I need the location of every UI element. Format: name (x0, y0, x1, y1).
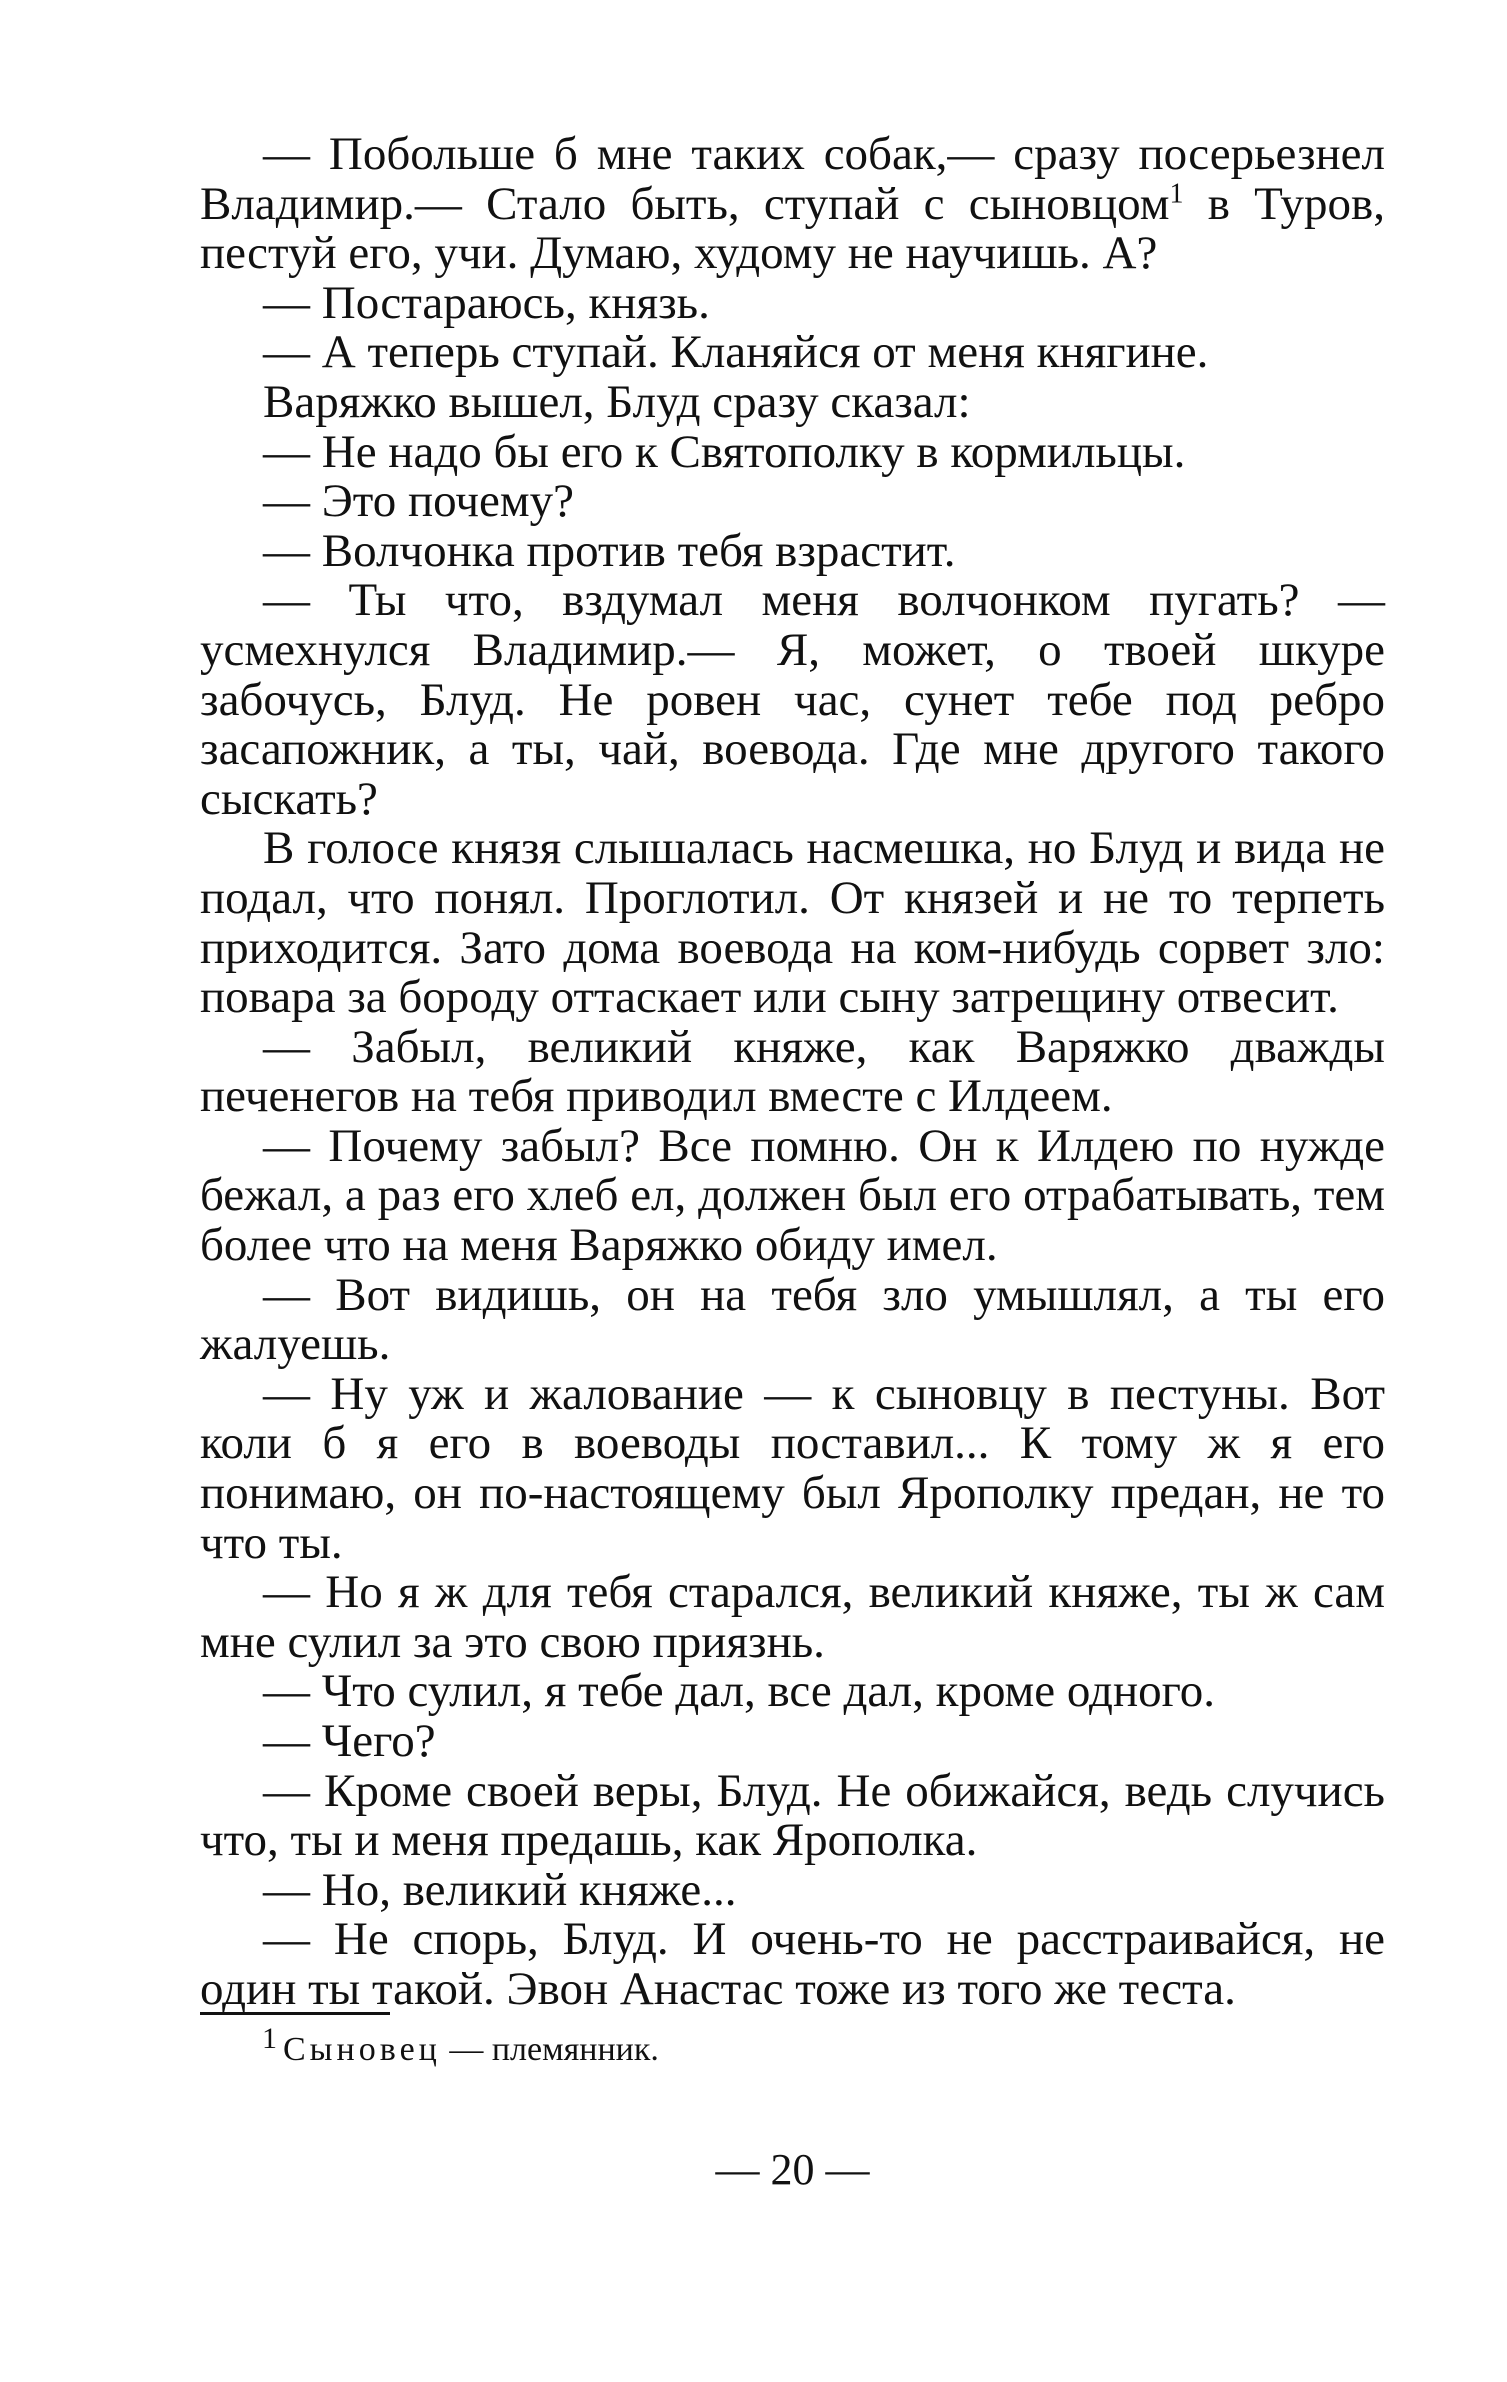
paragraph-7: — Волчонка против тебя взрастит. (263, 524, 956, 577)
paragraph-3: — А теперь ступай. Кланяйся от меня княгине. (263, 326, 1209, 379)
page-number: — 20 — (715, 2145, 870, 2194)
paragraph-14: — Но я ж для тебя старался, великий княже, ты ж сам мне сулил за это свою приязнь. (200, 1566, 1385, 1668)
footnote-mark: 1 (262, 2021, 277, 2055)
paragraph-13: — Ну уж и жалование — к сыновцу в пестуны. Вот коли б я его в воеводы поставил... К тому ж я его понимаю, он по-настоящему был Ярополку предан, не то что ты. (200, 1367, 1385, 1569)
paragraph-6: — Это почему? (263, 475, 574, 528)
footnote-divider (200, 2012, 390, 2015)
paragraph-4: Варяжко вышел, Блуд сразу сказал: (263, 375, 971, 428)
footnote (262, 2021, 659, 2070)
paragraph-1 (200, 130, 1385, 279)
paragraph-18: — Но, великий княже... (263, 1863, 737, 1916)
footnote-reference[interactable]: 1 (1169, 177, 1184, 209)
footnote-definition: — племянник. (440, 2031, 659, 2068)
paragraph-16: — Чего? (263, 1715, 436, 1767)
paragraph-12: — Вот видишь, он на тебя зло умышлял, а ты его жалуешь. (200, 1268, 1385, 1371)
footnote-term: Сыновец (283, 2031, 441, 2068)
paragraph-17: — Кроме своей веры, Блуд. Не обижайся, ведь случись что, ты и меня предашь, как Ярополка. (200, 1764, 1385, 1867)
paragraph-10: — Забыл, великий княже, как Варяжко дважды печенегов на тебя приводил вместе с Илдеем. (200, 1020, 1385, 1123)
paragraph-text-continued: в Туров, пестуй его, учи. Думаю, худому не научишь. А? (200, 177, 1385, 280)
body-text (200, 130, 1385, 2015)
book-page (200, 130, 1385, 2310)
paragraph-19: — Не спорь, Блуд. И очень-то не расстраивайся, не один ты такой. Эвон Анастас тоже из того же теста. (200, 1913, 1385, 2015)
paragraph-11: — Почему забыл? Все помню. Он к Илдею по нужде бежал, а раз его хлеб ел, должен был его отрабатывать, тем более что на меня Варяжко обиду имел. (200, 1119, 1385, 1272)
paragraph-15: — Что сулил, я тебе дал, все дал, кроме одного. (263, 1665, 1215, 1718)
paragraph-5: — Не надо бы его к Святополку в кормильцы. (263, 425, 1186, 478)
paragraph-8: — Ты что, вздумал меня волчонком пугать? — усмехнулся Владимир.— Я, может, о твоей шкуре забочусь, Блуд. Не ровен час, сунет тебе под ребро засапожник, а ты, чай, воевода. Где мне другого такого сыскать? (200, 574, 1385, 825)
paragraph-2: — Постараюсь, князь. (263, 276, 710, 329)
paragraph-9: В голосе князя слышалась насмешка, но Блуд и вида не подал, что понял. Проглотил. От князей и не то терпеть приходится. Зато дома воевода на ком-нибудь сорвет зло: повара за бороду оттаскает или сыну затрещину отвесит. (200, 822, 1385, 1024)
paragraph-text: — Побольше б мне таких собак,— сразу посерьезнел Владимир.— Стало быть, ступай с сыновцом (200, 128, 1385, 230)
